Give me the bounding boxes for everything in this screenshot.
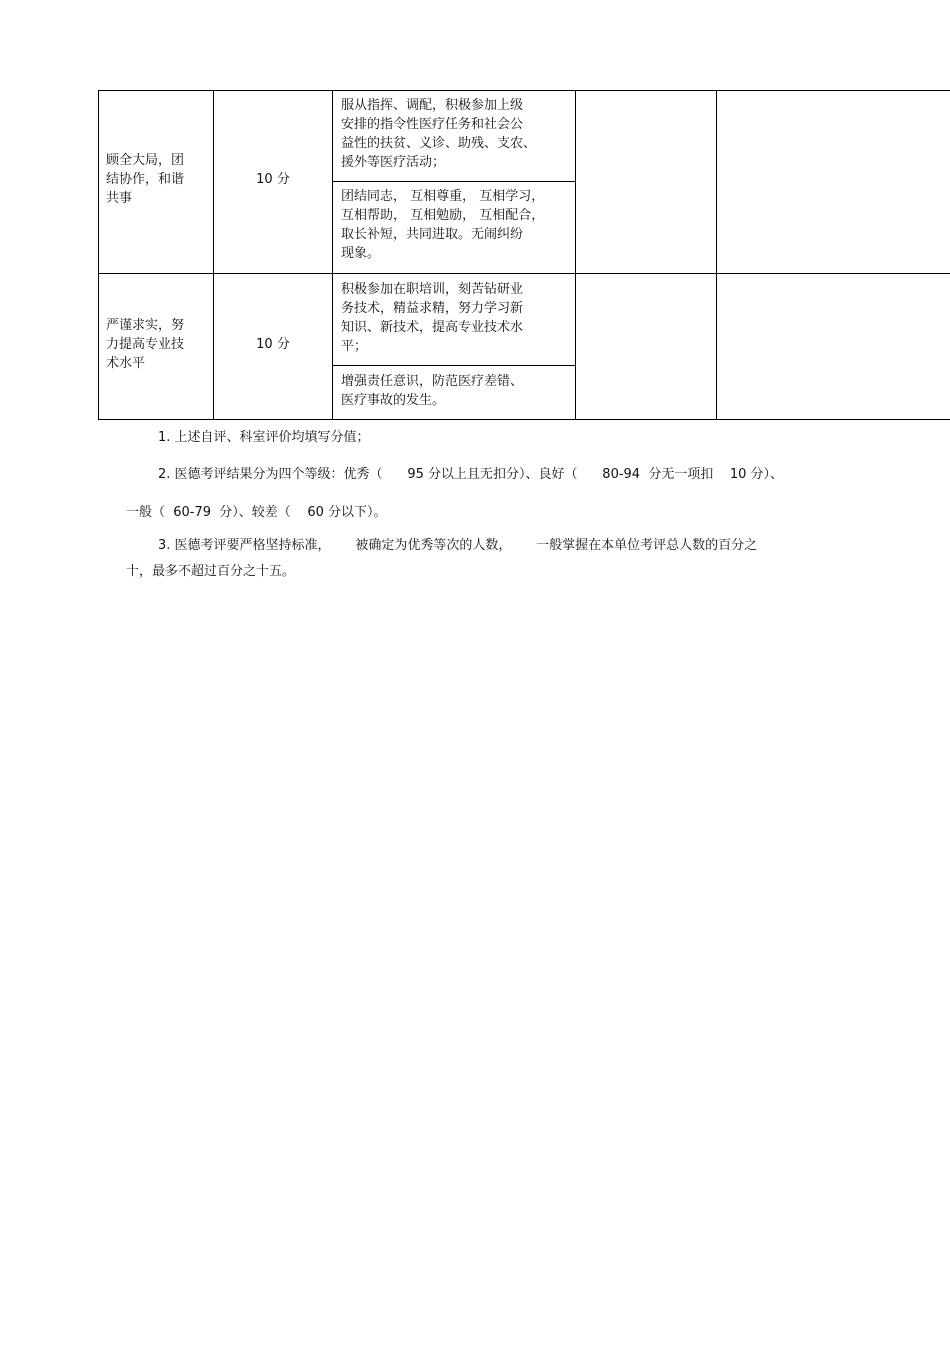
- note-2-line-2: 一般（ 60-79 分）、较差（ 60 分以下）。: [126, 505, 387, 520]
- note-2-line-1: 2. 医德考评结果分为四个等级：优秀（ 95 分以上且无扣分）、良好（ 80-94 分无一项扣 10 分）、: [158, 467, 784, 482]
- row2-score: 10 分: [256, 337, 290, 352]
- row2-standard-2: 增强责任意识，防范医疗差错、 医疗事故的发生。: [341, 374, 524, 408]
- col-line-4: [575, 90, 576, 420]
- note-3-line-1: 3. 医德考评要严格坚持标准， 被确定为优秀等次的人数， 一般掌握在本单位考评总人数的百分之: [158, 538, 758, 553]
- row2-standard-1: 积极参加在职培训，刻苦钻研业 务技术，精益求精，努力学习新 知识、新技术，提高专业技术水 平；: [341, 282, 524, 354]
- row1-score: 10 分: [256, 172, 290, 187]
- row1-sub-divider: [332, 181, 576, 182]
- note-1: 1. 上述自评、科室评价均填写分值；: [158, 430, 370, 445]
- row1-standard-2: 团结同志， 互相尊重， 互相学习， 互相帮助， 互相勉励， 互相配合， 取长补短，共同进取。无闹纠纷 现象。: [341, 189, 545, 261]
- row1-standard-1: 服从指挥、调配，积极参加上级 安排的指令性医疗任务和社会公 益性的扶贫、义诊、助残、支农、 援外等医疗活动；: [341, 98, 537, 170]
- row2-sub-divider: [332, 365, 576, 366]
- table-border-bottom: [98, 419, 950, 420]
- row2-category: 严谨求实，努 力提高专业技 术水平: [106, 318, 185, 371]
- note-3-line-2: 十，最多不超过百分之十五。: [126, 564, 296, 579]
- col-line-5: [716, 90, 717, 420]
- col-line-3: [332, 90, 333, 420]
- table-border-top: [98, 90, 950, 91]
- col-line-2: [213, 90, 214, 420]
- row1-category: 顾全大局，团 结协作，和谐 共事: [106, 153, 185, 206]
- col-line-1: [98, 90, 99, 420]
- row-divider: [98, 273, 950, 274]
